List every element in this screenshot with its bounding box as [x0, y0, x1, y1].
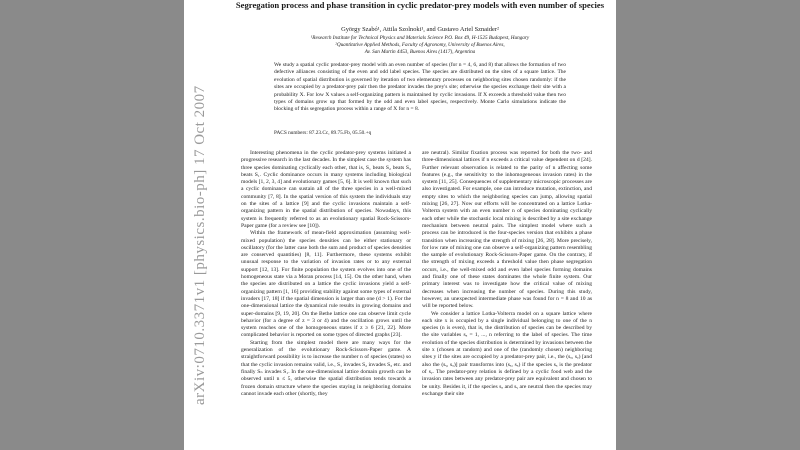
abstract: We study a spatial cyclic predator-prey model with an even number of species (for n = 4, 6, and 8) that allows the formation of two defective alliances consisting of the even and odd label species. The species are distributed on the sites of a square lattice. The evolution of spatial distribution is governed by iteration of two elementary processes on neighboring sites chosen randomly: if the sites are occupied by a predator-prey pair then the predator invades the prey's site; otherwise the species exchange their site with a probability X. For low X values a self-organizing pattern is maintained by cyclic invasions. If X exceeds a threshold value then two types of domains grow up that formed by the odd and even label species, respectively. Monte Carlo simulations indicate the blocking of this segregation process within a range of X for n = 8.	[274, 62, 566, 113]
affiliation-1: ¹Research Institute for Technical Physics and Materials Science P.O. Box 49, H-1525 Budapest, Hungary	[310, 35, 530, 41]
left-column	[241, 150, 411, 398]
affiliations	[224, 35, 616, 55]
arxiv-stamp-text: arXiv:0710.3371v1 [physics.bio-ph] 17 Oct 2007	[192, 85, 208, 405]
paper-title: Segregation process and phase transition in cyclic predator-prey models with even number of species	[235, 0, 605, 10]
paragraph: We consider a lattice Lotka-Volterra model on a square lattice where each site x is occupied by a single individual belonging to one of the n species (n is even), that is, the distribution of species can be described by the site variables sₓ = 1, ..., n referring to the label of species. The time evolution of the species distribution is determined by invasions between the site x (chosen at random) and one of the (randomly chosen) neighboring sites y if the sites are occupied by a predator-prey pair, i.e., the (sₓ, sᵧ) [and also the (sᵧ, sₓ)] pair transforms into (sₓ, sₓ) if the species sₓ is the predator of sᵧ. The predator-prey relation is defined by a cyclic food web and the invasion rates between any predator-prey pair are equivalent and chosen to be unity. Besides it, if the species sₓ and sᵧ are neutral then the species may exchange their site	[422, 310, 592, 397]
right-column	[422, 150, 592, 398]
arxiv-stamp	[188, 0, 228, 450]
paragraph: Within the framework of mean-field approximation (assuming well-mixed population) the species densities can be either stationary or oscillatory (for the latter case both the sum and product of species densities are conserved quantities) [8, 11]. Furthermore, these systems exhibit unusual response to the variation of invasion rates or to any external support [12, 13]. For finite population the system evolves into one of the homogeneous state via a Moran process [14, 15]. On the other hand, when the species are distributed on a lattice the cyclic invasions yield a self-organizing pattern [1, 16] providing stability against some types of external invaders [17, 18] if the spatial dimension is larger than one (d > 1). For the one-dimensional lattice the dynamical rule results in growing domains and super-domains [9, 19, 20]. On the Bethe lattice one can observe limit cycle behavior (for a degree of z = 3 or 4) and the oscillation grows until the system reaches one of the homogeneous states if z ≥ 6 [21, 22]. More complicated behavior is reported on some types of directed graphs [23].	[241, 230, 411, 339]
paragraph: Starting from the simplest model there are many ways for the generalization of the evolutionary Rock-Scissors-Paper game. A straightforward possibility is to increase the number n of species (states) so that the cyclic invasion remains valid, i.e., S₁ invades S₂ invades S₃ etc. and finally Sₙ invades S₁. In the one-dimensional lattice domain growth can be observed until n ≤ 5, otherwise the spatial distribution tends towards a frozen domain structure where the species staying in neighboring domains cannot invade each other (shortly, they	[241, 339, 411, 397]
paragraph: Interesting phenomena in the cyclic predator-prey systems initiated a progressive research in the last decades. In the simplest case the system has three species dominating cyclically each other, that is, S₁ beats S₂ beats S₃ beats S₁. Cyclic dominance occurs in many systems including biological models [1, 2, 3, 4] and evolutionary games [5, 6]. It is well known that such a cyclic dominance can sustain all of the three species in a well-mixed community [7, 8]. In the spatial version of this system the individuals stay on the sites of a lattice [9] and the cyclic invasions maintain a self-organizing pattern in the spatial distribution of species. Nowadays, this system is frequently referred to as an evolutionary spatial Rock-Scissors-Paper game (for a review see [10]).	[241, 150, 411, 229]
pacs-numbers: PACS numbers: 87.23.Cc, 89.75.Fb, 05.50.+q	[274, 130, 372, 136]
paper-page	[184, 0, 616, 450]
affiliation-2: ²Quantitative Applied Methods, Faculty of Agronomy, University of Buenos Aires,	[335, 41, 505, 48]
paragraph: are neutral). Similar fixation process was reported for both the two- and three-dimensional lattices if n exceeds a critical value dependent on d [24]. Further relevant observation is related to the parity of n affecting some features (e.g., the sensitivity to the inhomogeneous invasion rates) in the system [11, 25]. Consequences of supplementary microscopic processes are also investigated. For example, one can introduce mutation, extinction, and empty sites to which the neighboring species can jump, allowing spatial mixing [26, 27]. Now our efforts will be concentrated on a lattice Lotka-Volterra system with an even number n of species dominating cyclically each other while the stochastic local mixing is described by a site exchange mechanism between neutral pairs. The simplest model where such a process can be introduced is the four-species version that exhibits a phase transition when increasing the strength of mixing [26, 28]. More precisely, for low rate of mixing one can observe a self-organizing pattern resembling the sample of evolutionary Rock-Scissors-Paper game. On the contrary, if the strength of mixing exceeds a threshold value then phase segregation occurs, i.e., the well-mixed odd and even label species forming domains and finally one of these states dominates the whole finite system. Our primary interest was to investigate how the critical value of mixing decreases when increasing the number of species. During this study, however, an unexpected intermediate phase was found for n = 8 and 10 as will be reported below.	[422, 150, 592, 310]
affiliation-3: Av. San Martin 4453, Buenos Aires (1417), Argentina	[364, 48, 476, 55]
authors: György Szabó¹, Attila Szolnoki¹, and Gustavo Ariel Sznaider²	[341, 26, 499, 33]
